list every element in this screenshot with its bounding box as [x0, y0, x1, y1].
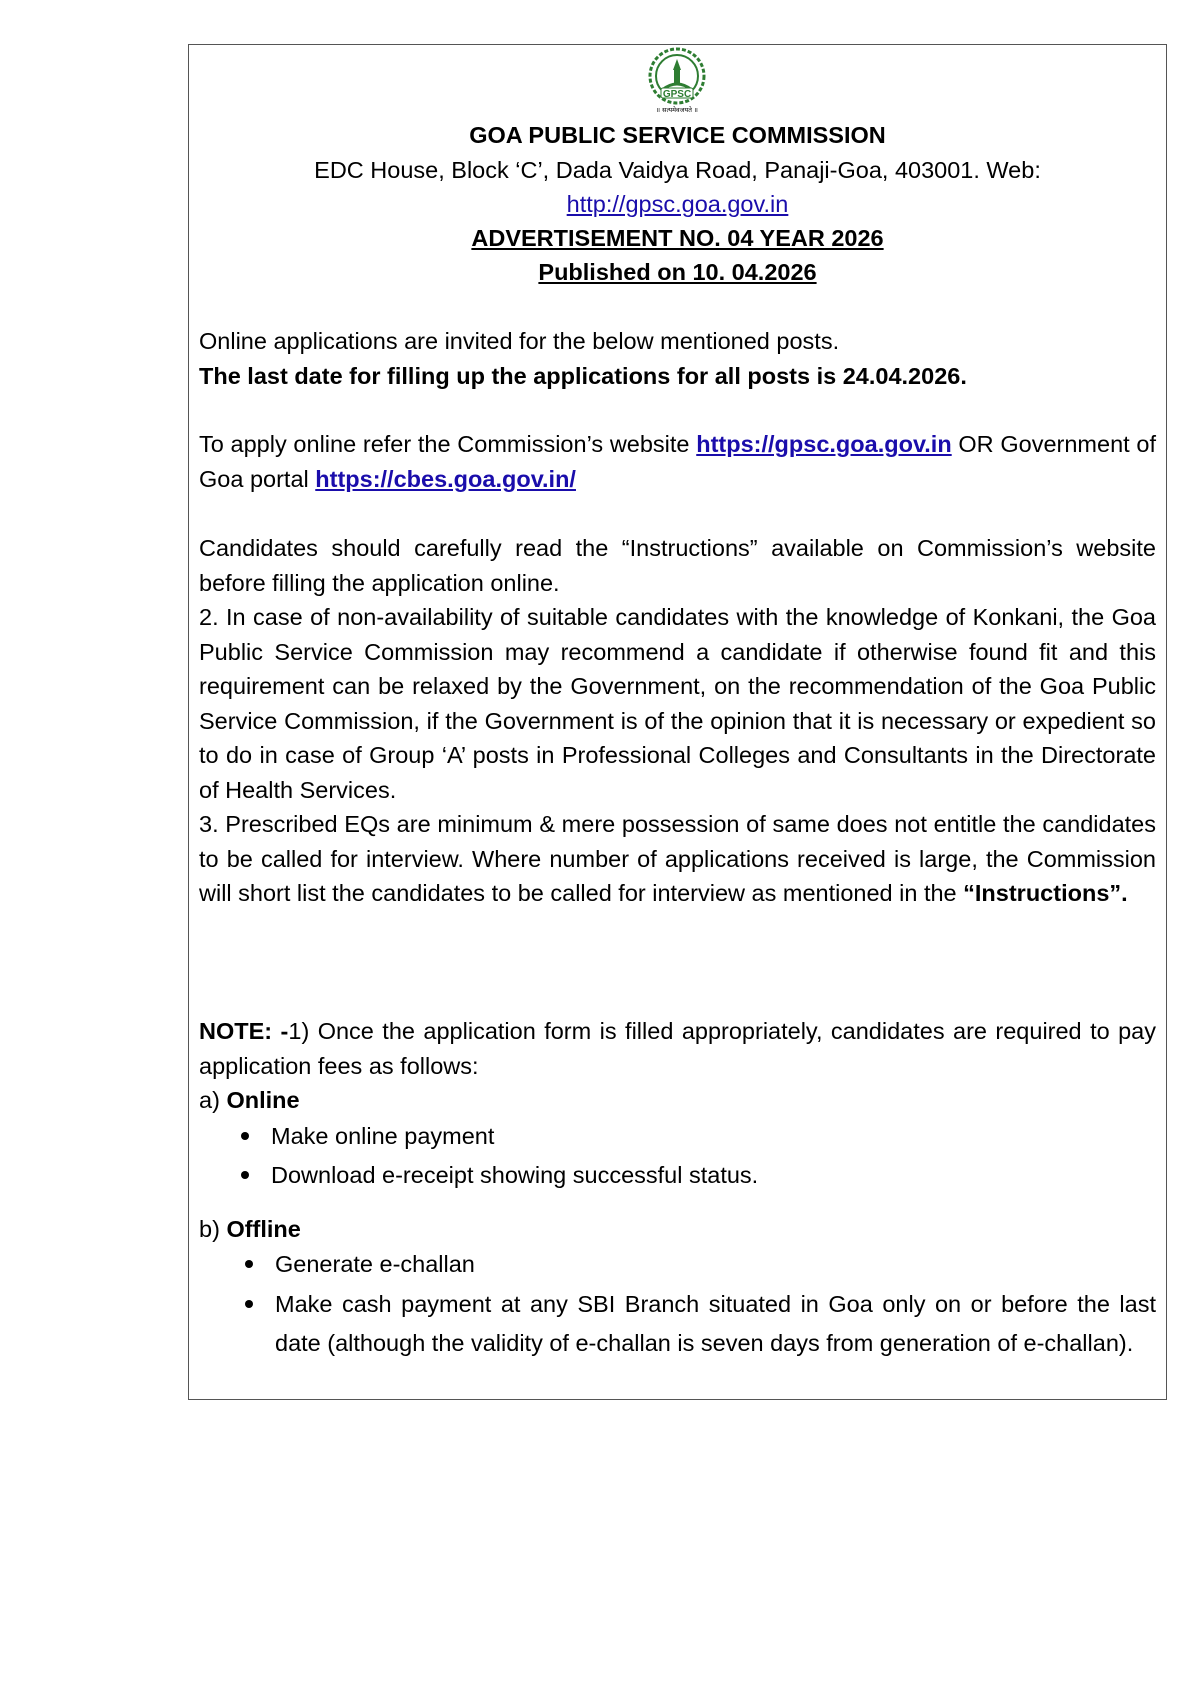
address: EDC House, Block ‘C’, Dada Vaidya Road, Panaji-Goa, 403001. Web:	[314, 157, 1041, 183]
list-item: Make online payment	[271, 1117, 1151, 1156]
gpsc-logo	[637, 46, 717, 124]
list-item: Generate e-challan	[275, 1245, 1156, 1285]
online-prefix: a)	[199, 1087, 227, 1113]
intro-block	[199, 324, 1156, 393]
gpsc-website-link[interactable]: https://gpsc.goa.gov.in	[696, 431, 952, 457]
instructions-para-2: 2. In case of non-availability of suitable candidates with the knowledge of Konkani, the Goa Public Service Commission may recommend a candidate if otherwise found fit and this requirement can be relaxed by the Government, on the recommendation of the Goa Public Service Commission, if the Government is of the opinion that it is necessary or expedient so to do in case of Group ‘A’ posts in Professional Colleges and Consultants in the Directorate of Health Services.	[199, 604, 1156, 803]
published-line	[188, 255, 1167, 289]
logo-text: GPSC	[662, 89, 692, 100]
instructions-para-3-text: 3. Prescribed EQs are minimum & mere possession of same does not entitle the candidates to be called for interview. Where number of applications received is large, the Commission will short list the candidates to be called for interview as mentioned in the	[199, 811, 1156, 906]
online-heading	[199, 1083, 1156, 1118]
apply-text-mid: OR Government of Goa portal	[199, 431, 1156, 492]
published-date: Published on 10. 04.2026	[538, 259, 817, 285]
ad-number-line	[188, 221, 1167, 255]
web-link[interactable]: http://gpsc.goa.gov.in	[566, 191, 789, 217]
web-link-line	[188, 187, 1167, 221]
apply-block	[199, 427, 1156, 496]
offline-prefix: b)	[199, 1216, 227, 1242]
apply-text: To apply online refer the Commission’s website	[199, 431, 697, 457]
ad-number: ADVERTISEMENT NO. 04 YEAR 2026	[471, 225, 884, 251]
instructions-block	[199, 531, 1156, 911]
note-label: NOTE: -	[199, 1018, 289, 1044]
offline-label: Offline	[226, 1216, 301, 1242]
instructions-para-3	[199, 807, 1156, 911]
offline-heading	[199, 1212, 1156, 1247]
list-item: Make cash payment at any SBI Branch situated in Goa only on or before the last date (although the validity of e-challan is seven days from generation of e-challan).	[275, 1285, 1156, 1364]
last-date-line: The last date for filling up the applications for all posts is 24.04.2026.	[199, 362, 967, 389]
intro-line: Online applications are invited for the below mentioned posts.	[199, 328, 840, 354]
note-text: 1) Once the application form is filled appropriately, candidates are required to pay application fees as follows:	[199, 1018, 1156, 1079]
instructions-para-3-bold: “Instructions”.	[963, 880, 1128, 906]
offline-list	[275, 1245, 1156, 1364]
org-name: GOA PUBLIC SERVICE COMMISSION	[469, 122, 886, 148]
online-list	[271, 1117, 1151, 1195]
list-item: Download e-receipt showing successful status.	[271, 1156, 1151, 1195]
instructions-para-1: Candidates should carefully read the “Instructions” available on Commission’s website before filling the application online.	[199, 535, 1156, 596]
note-block	[199, 1014, 1156, 1083]
online-label: Online	[226, 1087, 300, 1113]
logo-motto: ॥ सत्यमेवजयते ॥	[656, 106, 698, 114]
cbes-portal-link[interactable]: https://cbes.goa.gov.in/	[315, 465, 576, 492]
